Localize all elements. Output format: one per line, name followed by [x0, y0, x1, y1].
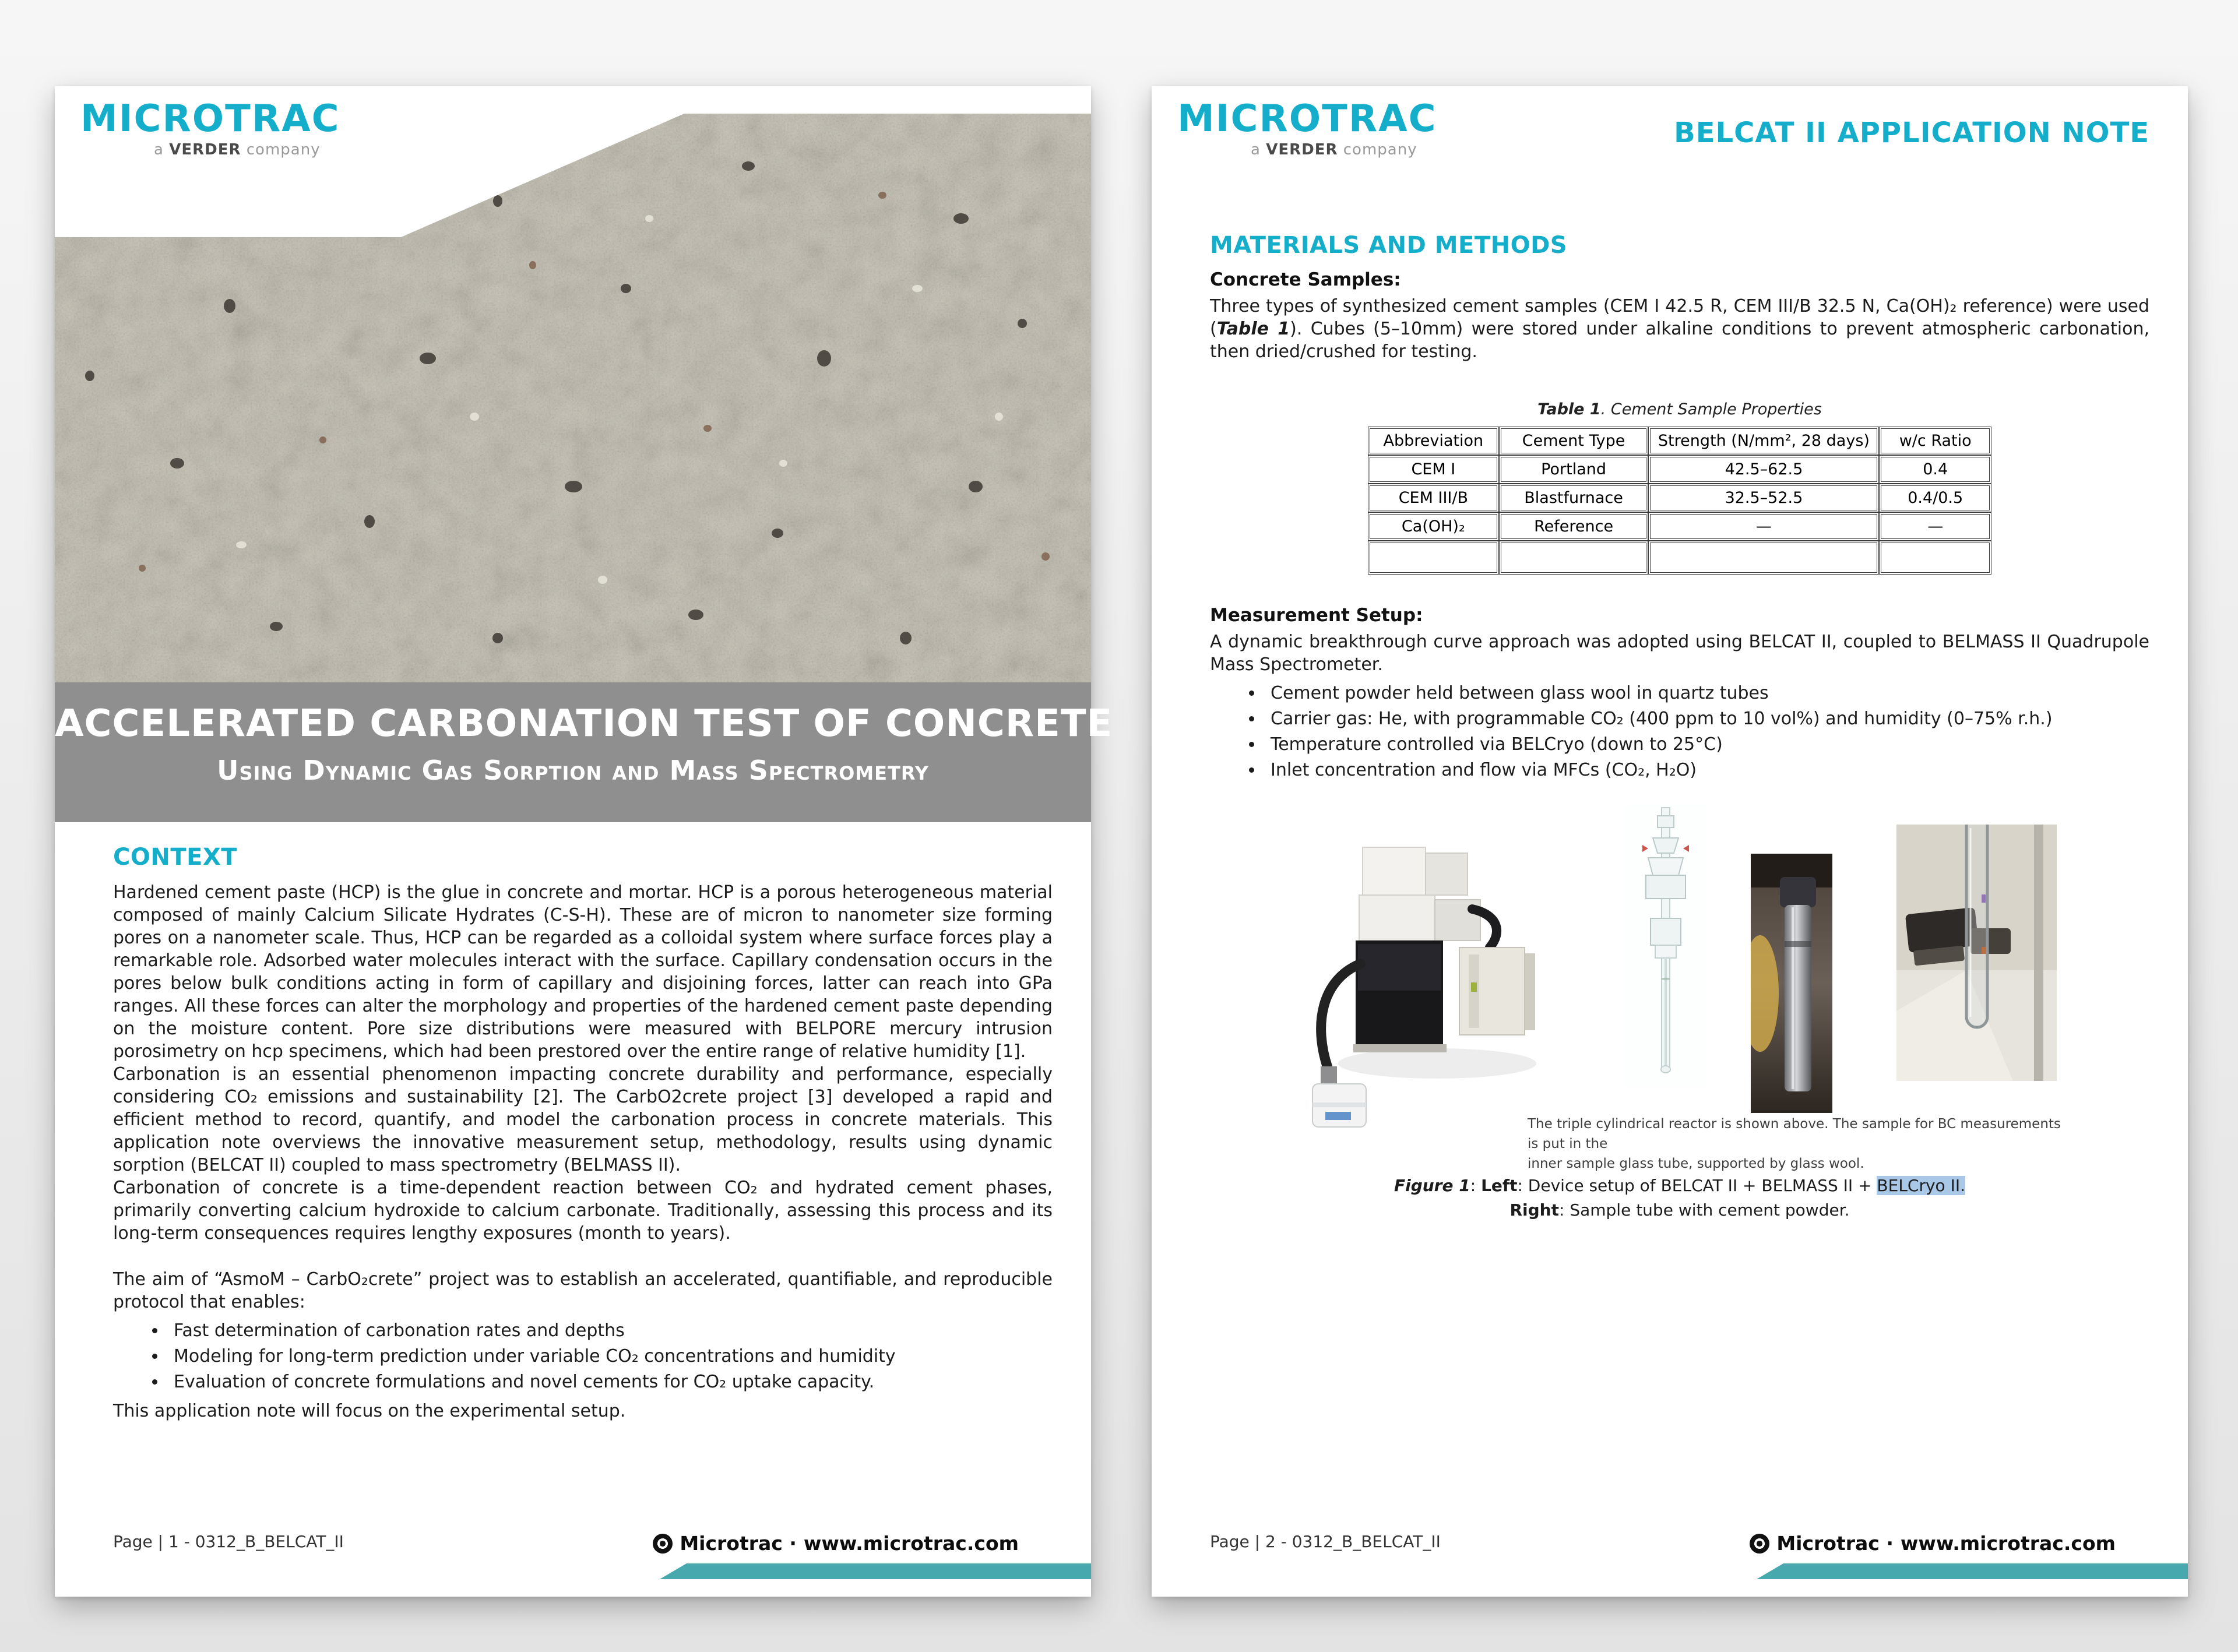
- page2-footer-page-label: Page | 2 - 0312_B_BELCAT_II: [1210, 1532, 1441, 1551]
- table-cell: [1368, 541, 1499, 575]
- closing-paragraph: This application note will focus on the experimental setup.: [113, 1401, 626, 1421]
- table-cell: —: [1879, 512, 1991, 541]
- table-cell: Reference: [1499, 512, 1649, 541]
- column-header: Strength (N/mm², 28 days): [1648, 427, 1879, 455]
- microtrac-logo-text: MICROTRAC: [80, 97, 340, 140]
- table-cell: 42.5–62.5: [1648, 455, 1879, 484]
- figure-1-caption: Figure 1: Left: Device setup of BELCAT II + BELMASS II + BELCryo II. Right: Sample tube with cement powder.: [1394, 1176, 1966, 1220]
- document-subtitle: Using Dynamic Gas Sorption and Mass Spectrometry: [217, 755, 929, 786]
- page-2: [1152, 86, 2188, 1597]
- list-item: • Fast determination of carbonation rates and depths: [167, 1318, 1053, 1344]
- table-cell: 0.4: [1879, 455, 1991, 484]
- measurement-setup-heading: Measurement Setup:: [1210, 605, 1423, 626]
- aim-intro-paragraph: The aim of “AsmoM – CarbO₂crete” project was to establish an accelerated, quantifiable, and reproducible protocol that enables:: [113, 1269, 1053, 1312]
- microtrac-logo-text: MICROTRAC: [1177, 97, 1437, 140]
- context-paragraph-2: Carbonation is an essential phenomenon impacting concrete durability and performance, especially considering CO₂ emissions and sustainability [2]. The CarbO2crete project [3] developed a rapid and efficient method to record, quantify, and model the carbonation process in concrete materials. This application note overviews the innovative measurement setup, methodology, results using dynamic sorption (BELCAT II) coupled to mass spectrometry (BELMASS II).: [113, 1064, 1053, 1175]
- concrete-samples-heading: Concrete Samples:: [1210, 269, 1401, 290]
- footer-brand-url[interactable]: www.microtrac.com: [1900, 1532, 2116, 1555]
- context-heading: CONTEXT: [113, 844, 238, 871]
- footer-brand-name: Microtrac ·: [1776, 1532, 1894, 1555]
- table-cell: [1879, 541, 1991, 575]
- table-cell: [1648, 541, 1879, 575]
- application-note-header: BELCAT II APPLICATION NOTE: [1674, 117, 2149, 149]
- footer-brand-name: Microtrac ·: [680, 1532, 797, 1555]
- context-paragraph-3: Carbonation of concrete is a time-dependent reaction between CO₂ and hydrated cement phases, primarily converting calcium hydroxide to calcium carbonate. Traditionally, assessing this process and its long-term consequences requires lengthy exposures (month to years).: [113, 1178, 1053, 1244]
- setup-bullet-list: [1210, 681, 2149, 783]
- belcat-device-photo: [1297, 839, 1551, 1133]
- column-header: Abbreviation: [1368, 427, 1499, 455]
- verder-tagline: a VERDER company: [1251, 141, 1417, 158]
- list-item: • Inlet concentration and flow via MFCs (CO₂, H₂O): [1264, 758, 2149, 783]
- column-header: Cement Type: [1499, 427, 1649, 455]
- table-1-reference: Table 1: [1216, 319, 1290, 339]
- table-cell: 0.4/0.5: [1879, 484, 1991, 512]
- verder-tagline: a VERDER company: [154, 141, 321, 158]
- table-cell: 32.5–52.5: [1648, 484, 1879, 512]
- page2-footer-brand: [1750, 1532, 2116, 1555]
- document-title: ACCELERATED CARBONATION TEST OF CONCRETE: [55, 702, 1113, 745]
- table-cell: CEM III/B: [1368, 484, 1499, 512]
- column-header: w/c Ratio: [1879, 427, 1991, 455]
- footer-teal-bar: [660, 1563, 1091, 1579]
- table-caption: Table 1. Cement Sample Properties: [1537, 400, 1822, 418]
- materials-methods-heading: MATERIALS AND METHODS: [1210, 232, 1568, 259]
- reactor-photo-note: The triple cylindrical reactor is shown above. The sample for BC measurements is put in the inner sample glass tube, supported by glass wool.: [1528, 1116, 2061, 1171]
- sample-tube-photo: [1896, 825, 2057, 1081]
- measurement-setup-paragraph: A dynamic breakthrough curve approach was adopted using BELCAT II, coupled to BELMASS II Quadrupole Mass Spectrometer.: [1210, 632, 2149, 675]
- page1-body: [113, 844, 1053, 1422]
- table-cell: Portland: [1499, 455, 1649, 484]
- list-item: • Cement powder held between glass wool in quartz tubes: [1264, 681, 2149, 706]
- figure-1: [1210, 804, 2149, 1171]
- table-cell: Blastfurnace: [1499, 484, 1649, 512]
- page1-footer-page-label: Page | 1 - 0312_B_BELCAT_II: [113, 1532, 344, 1551]
- table-header-row: [1368, 427, 1991, 455]
- reactor-photo: [1751, 854, 1832, 1113]
- context-paragraph-1: Hardened cement paste (HCP) is the glue in concrete and mortar. HCP is a porous heterogeneous material composed of mainly Calcium Silicate Hydrates (C-S-H). These are of micron to nanometer size forming pores on a nanometer scale. Thus, HCP can be regarded as a colloidal system where surface forces play a remarkable role. Adsorbed water molecules interact with the surface. Capillary condensation occurs in the pores below bulk conditions acting in form of capillary and disjoining forces, latter can reach into GPa ranges. All these forces can alter the morphology and properties of the hardened cement paste depending on the moisture content. Pore size distributions were measured with BELPORE mercury intrusion porosimetry on hcp specimens, which had been prestored over the entire range of relative humidity [1].: [113, 882, 1053, 1062]
- figure-label: Figure 1: [1394, 1176, 1470, 1195]
- list-item: • Carrier gas: He, with programmable CO₂ (400 ppm to 10 vol%) and humidity (0–75% r.h.): [1264, 706, 2149, 732]
- reactor-drawing: [1625, 804, 1706, 1087]
- list-item: • Evaluation of concrete formulations and novel cements for CO₂ uptake capacity.: [167, 1369, 1053, 1395]
- cement-sample-table: [1368, 427, 1991, 575]
- microtrac-logo: [1177, 97, 1437, 158]
- belcryo-highlighted-text: BELCryo II.: [1877, 1176, 1966, 1195]
- list-item: • Temperature controlled via BELCryo (down to 25°C): [1264, 732, 2149, 758]
- page2-body: [1210, 232, 2149, 1223]
- page-1: [55, 86, 1113, 1597]
- table-row-empty: [1368, 541, 1991, 575]
- list-item: • Modeling for long-term prediction under variable CO₂ concentrations and humidity: [167, 1344, 1053, 1369]
- footer-teal-bar: [1757, 1563, 2188, 1579]
- aim-bullet-list: [113, 1318, 1053, 1395]
- microtrac-footer-icon: [1750, 1534, 1769, 1554]
- microtrac-footer-icon: [653, 1534, 673, 1554]
- table-cell: —: [1648, 512, 1879, 541]
- concrete-samples-paragraph: Three types of synthesized cement samples (CEM I 42.5 R, CEM III/B 32.5 N, Ca(OH)₂ reference) were used (Table 1). Cubes (5–10mm) were stored under alkaline conditions to prevent atmospheric carbonation, then dried/crushed for testing.: [1210, 296, 2150, 362]
- table-row: [1368, 455, 1991, 484]
- table-cell: [1499, 541, 1649, 575]
- table-cell: CEM I: [1368, 455, 1499, 484]
- microtrac-logo: [80, 97, 340, 158]
- document-title-banner: [55, 682, 1113, 822]
- table-row: [1368, 512, 1991, 541]
- table-cell: Ca(OH)₂: [1368, 512, 1499, 541]
- table-row: [1368, 484, 1991, 512]
- page1-footer-brand: [653, 1532, 1019, 1555]
- footer-brand-url[interactable]: www.microtrac.com: [803, 1532, 1019, 1555]
